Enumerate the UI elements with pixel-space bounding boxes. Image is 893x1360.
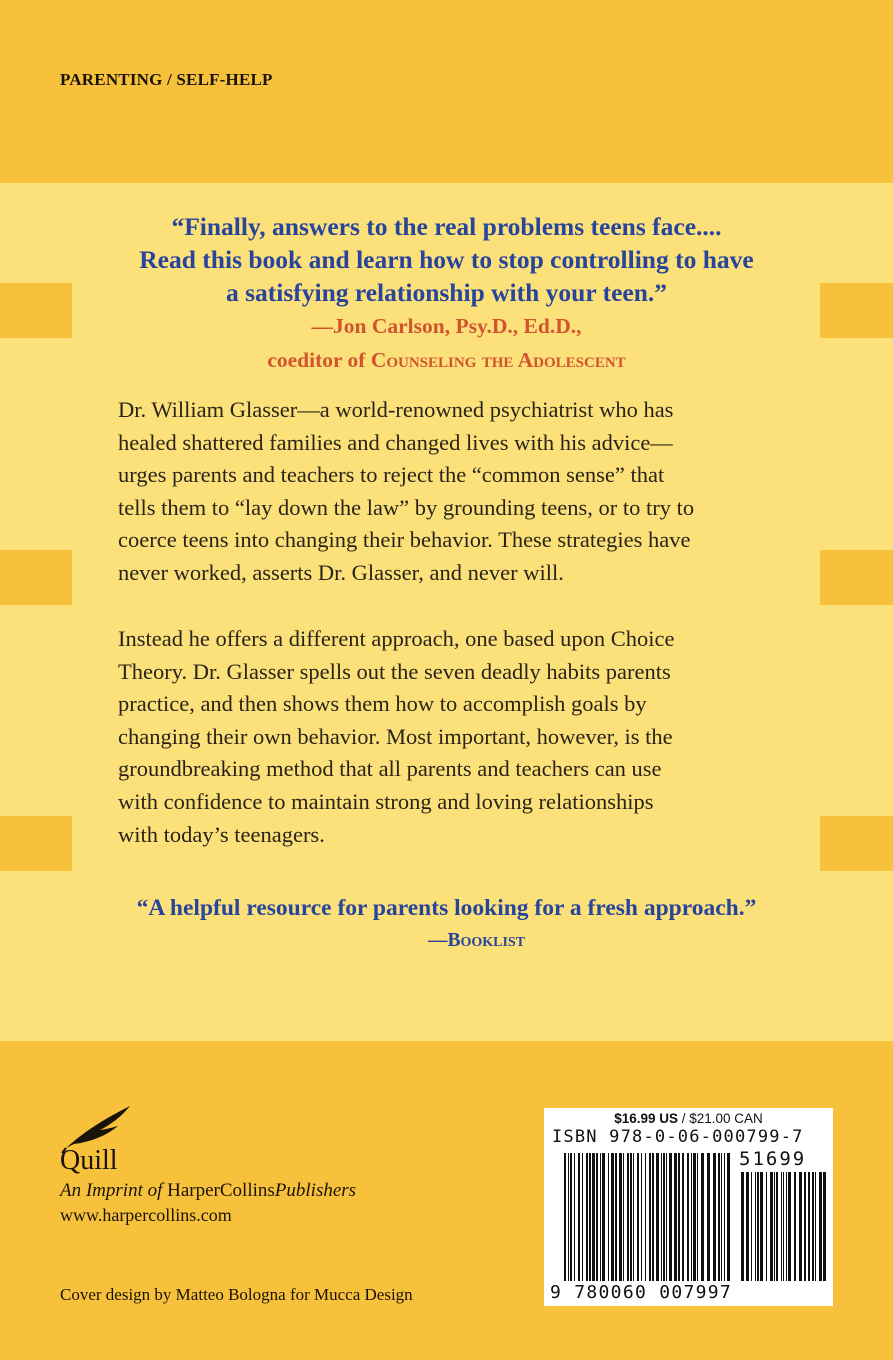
barcode-bar	[757, 1172, 759, 1281]
barcode-bar	[608, 1153, 609, 1281]
paragraph-line: urges parents and teachers to reject the “common sense” that	[118, 462, 665, 488]
barcode-bar	[661, 1153, 662, 1281]
review-attribution: —Booklist	[427, 930, 526, 951]
barcode-bar	[774, 1172, 775, 1281]
barcode-bar	[682, 1153, 684, 1281]
barcode-bar	[645, 1153, 646, 1281]
price-can: $21.00 CAN	[689, 1111, 763, 1126]
barcode-bar	[799, 1172, 802, 1281]
barcode-bar	[630, 1153, 632, 1281]
price-us: $16.99 US	[614, 1111, 678, 1126]
imprint-line	[60, 1180, 356, 1202]
barcode-bar	[707, 1153, 710, 1281]
barcode-bar	[611, 1153, 614, 1281]
publisher-logo-name: Quill	[60, 1145, 118, 1176]
attribution-role-prefix: coeditor of	[267, 348, 371, 372]
imprint-publisher: HarperCollins	[167, 1180, 275, 1201]
barcode-bar	[582, 1153, 583, 1281]
barcode-bar	[592, 1153, 595, 1281]
imprint-prefix: An Imprint of	[60, 1180, 168, 1201]
barcode-bar	[755, 1172, 756, 1281]
paragraph-line: Theory. Dr. Glasser spells out the seven deadly habits parents	[118, 658, 671, 684]
barcode-bar	[678, 1153, 680, 1281]
price-code: 51699	[739, 1148, 807, 1170]
barcode-bar	[693, 1153, 696, 1281]
barcode-bar	[649, 1153, 651, 1281]
decorative-stripe	[820, 816, 893, 871]
book-title: Counseling the Adolescent	[370, 348, 626, 372]
barcode-bar	[663, 1153, 665, 1281]
publisher-website: www.harpercollins.com	[60, 1205, 232, 1225]
attribution-name: —Jon Carlson, Psy.D., Ed.D.,	[311, 314, 582, 338]
paragraph-line: never worked, asserts Dr. Glasser, and never will.	[118, 559, 564, 585]
decorative-stripe	[820, 283, 893, 338]
barcode-bar	[812, 1172, 814, 1281]
barcode-bar	[766, 1172, 767, 1281]
cover-design-credit: Cover design by Matteo Bologna for Mucca Design	[60, 1285, 413, 1304]
quote-line: Read this book and learn how to stop controlling to have	[139, 245, 754, 274]
category-label: PARENTING / SELF-HELP	[60, 70, 273, 89]
barcode-bar	[691, 1153, 692, 1281]
endorsement-quote	[80, 210, 813, 309]
barcode-bar	[652, 1153, 654, 1281]
barcode-bar	[776, 1172, 778, 1281]
price-separator: /	[677, 1111, 690, 1126]
barcode-bar	[615, 1153, 617, 1281]
barcode-bar	[623, 1153, 624, 1281]
attribution-role	[80, 343, 813, 377]
barcode-bar	[602, 1153, 605, 1281]
imprint-suffix: Publishers	[274, 1180, 357, 1201]
barcode-bar	[804, 1172, 806, 1281]
ean-digits: 9 780060 007997	[550, 1282, 733, 1303]
barcode-bar	[574, 1153, 575, 1281]
decorative-stripe	[820, 550, 893, 605]
barcode-bar	[669, 1153, 672, 1281]
paragraph-line: with confidence to maintain strong and loving relationships	[118, 788, 654, 814]
description-paragraph-2	[118, 623, 788, 851]
barcode-bar	[701, 1153, 704, 1281]
barcode-icon	[544, 1108, 833, 1306]
barcode-bar	[589, 1153, 591, 1281]
paragraph-line: Dr. William Glasser—a world-renowned psychiatrist who has	[118, 397, 674, 422]
endorsement-attribution	[80, 309, 813, 377]
barcode-bar	[783, 1172, 784, 1281]
barcode-bar	[666, 1153, 667, 1281]
barcode-bar	[788, 1172, 791, 1281]
paragraph-line: groundbreaking method that all parents and teachers can use	[118, 756, 662, 782]
barcode-bar	[770, 1172, 773, 1281]
paragraph-line: Instead he offers a different approach, one based upon Choice	[118, 626, 675, 651]
paragraph-line: healed shattered families and changed lives with his advice—	[118, 429, 673, 455]
paragraph-line: tells them to “lay down the law” by grounding teens, or to try to	[118, 494, 695, 520]
barcode-bar	[741, 1172, 744, 1281]
barcode-bar	[815, 1172, 816, 1281]
barcode-bar	[570, 1153, 572, 1281]
paragraph-line: practice, and then shows them how to accomplish goals by	[118, 691, 647, 717]
review-quote: “A helpful resource for parents looking for a fresh approach.”	[136, 895, 757, 921]
decorative-stripe	[0, 816, 72, 871]
barcode-bar	[568, 1153, 569, 1281]
barcode-bar	[721, 1153, 722, 1281]
decorative-stripe	[0, 550, 72, 605]
barcode-bar	[619, 1153, 622, 1281]
barcode-bar	[674, 1153, 677, 1281]
paragraph-line: with today’s teenagers.	[118, 821, 325, 847]
barcode-bar	[687, 1153, 689, 1281]
barcode-bar	[600, 1153, 601, 1281]
barcode-bar	[786, 1172, 787, 1281]
barcode-bar	[713, 1153, 716, 1281]
paragraph-line: coerce teens into changing their behavior. These strategies have	[118, 527, 691, 553]
barcode-bar	[564, 1153, 566, 1281]
barcode-bar	[760, 1172, 763, 1281]
description-paragraph-1	[118, 394, 788, 590]
barcode-bar	[627, 1153, 629, 1281]
decorative-stripe	[0, 283, 72, 338]
isbn-number: ISBN 978-0-06-000799-7	[552, 1127, 804, 1147]
barcode-bar	[586, 1153, 588, 1281]
quote-line: “Finally, answers to the real problems teens face....	[171, 212, 722, 241]
barcode-bar	[637, 1153, 639, 1281]
barcode-bar	[596, 1153, 598, 1281]
barcode-bar	[697, 1153, 698, 1281]
barcode-label	[544, 1108, 833, 1306]
paragraph-line: changing their own behavior. Most important, however, is the	[118, 723, 673, 749]
barcode-bar	[724, 1153, 725, 1281]
barcode-bar	[578, 1153, 580, 1281]
barcode-bar	[819, 1172, 822, 1281]
barcode-bar	[794, 1172, 796, 1281]
barcode-bar	[718, 1153, 720, 1281]
barcode-bar	[823, 1172, 826, 1281]
barcode-bar	[746, 1172, 749, 1281]
barcode-bar	[727, 1153, 730, 1281]
barcode-bar	[633, 1153, 634, 1281]
barcode-bar	[751, 1172, 752, 1281]
barcode-bar	[656, 1153, 659, 1281]
barcode-bar	[641, 1153, 642, 1281]
quote-line: a satisfying relationship with your teen.”	[225, 278, 668, 307]
barcode-bar	[808, 1172, 810, 1281]
barcode-bar	[781, 1172, 782, 1281]
